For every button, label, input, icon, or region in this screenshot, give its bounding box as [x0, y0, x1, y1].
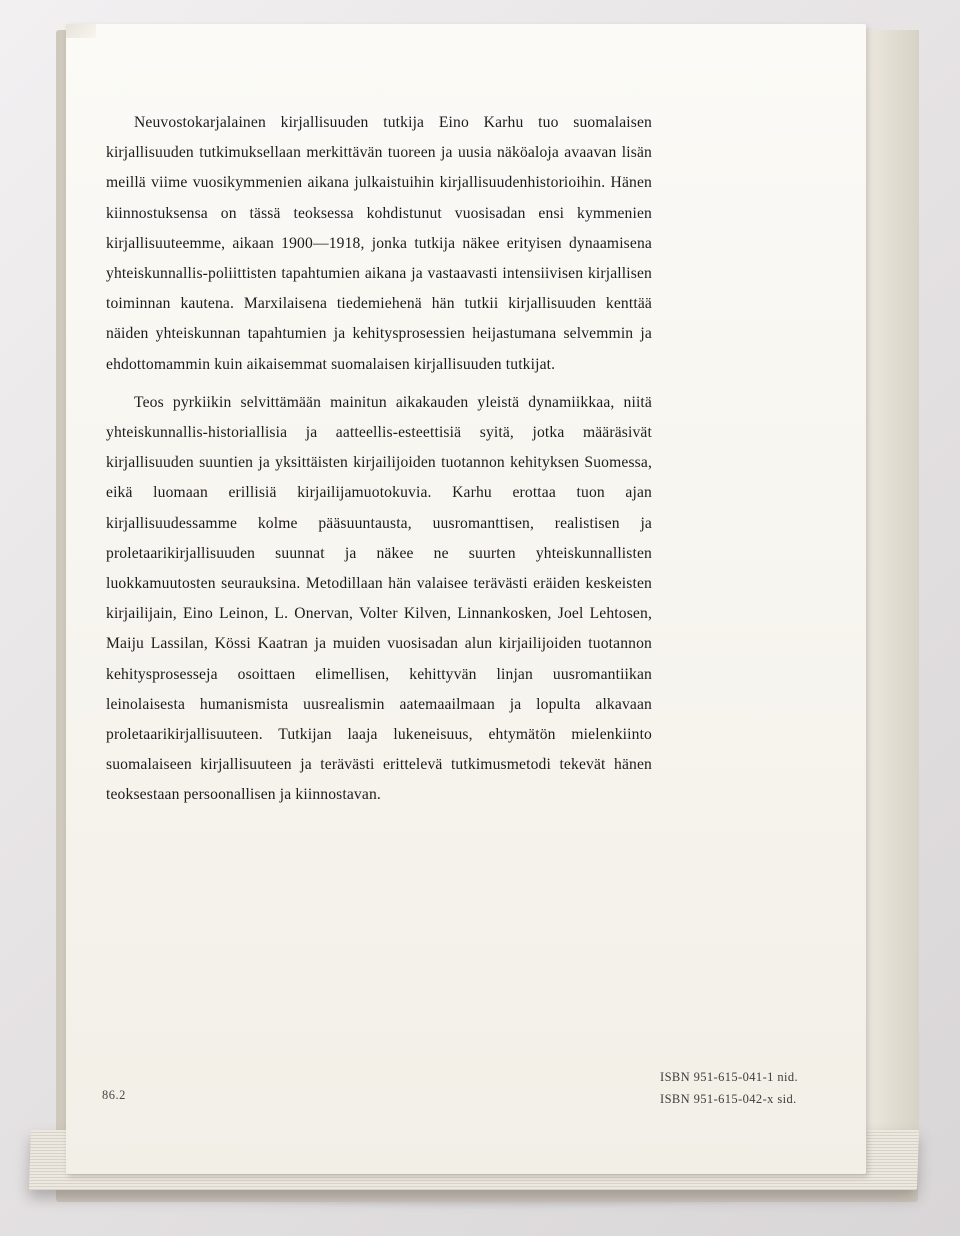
isbn-paperback: ISBN 951-615-041-1 nid.	[660, 1070, 799, 1084]
cover-corner-crease	[66, 24, 96, 38]
isbn-hardcover: ISBN 951-615-042-x sid.	[660, 1092, 797, 1106]
classification-code: 86.2	[102, 1088, 126, 1102]
cover-blurb	[106, 108, 652, 811]
isbn-block	[660, 1066, 850, 1110]
blurb-paragraph-2: Teos pyrkiikin selvittämään mainitun aikakauden yleistä dynamiikkaa, niitä yhteiskunnallis-historiallisia ja aatteellis-esteettisiä syitä, jotka määräsivät kirjallisuuden suuntien ja yksittäisten kirjailijoiden tuotannon kehityksen Suomessa, eikä luomaan erillisiä kirjailijamuotokuvia. Karhu erottaa tuon ajan kirjallisuudessamme kolme pääsuuntausta, uusromanttisen, realistisen ja proletaarikirjallisuuden suunnat ja näkee ne suurten yhteiskunnallisten luokkamuutosten seurauksina. Metodillaan hän valaisee terävästi eräiden keskeisten kirjailijain, Eino Leinon, L. Onervan, Volter Kilven, Linnankosken, Joel Lehtosen, Maiju Lassilan, Kössi Kaatran ja muiden vuosisadan alun kirjailijoiden tuotannon kehitysprosesseja osoittaen elimellisen, kehittyvän linjan uusromantiikan leinolaisesta humanismista uusrealismin aatemaailmaan ja lopulta alkavaan proletaarikirjallisuuteen. Tutkijan laaja lukeneisuus, ehtymätön mielenkiinto suomalaiseen kirjallisuuteen ja terävästi erittelevä tutkimusmetodi tekevät hänen teoksestaan persoonallisen ja kiinnostavan.	[106, 393, 652, 804]
blurb-paragraph-1: Neuvostokarjalainen kirjallisuuden tutkija Eino Karhu tuo suomalaisen kirjallisuuden tutkimuksellaan merkittävän tuoreen ja uusia näköaloja avaavan lisän meillä viime vuosikymmenien aikana julkaistuihin kirjallisuudenhistorioihin. Hänen kiinnostuksensa on tässä teoksessa kohdistunut vuosisadan ensi kymmenien kirjallisuuteemme, aikaan 1900—1918, jonka tutkija näkee erityisen dynaamisena yhteiskunnallis-poliittisten tapahtumien aikana ja vastaavasti intensiivisen kirjallisen toiminnan kautena. Marxilaisena tiedemiehenä hän tutkii kirjallisuuden kenttää näiden yhteiskunnan tapahtumien ja kehitysprosessien heijastumana selvemmin ja ehdottomammin kuin aikaisemmat suomalaisen kirjallisuuden tutkijat.	[106, 114, 652, 373]
